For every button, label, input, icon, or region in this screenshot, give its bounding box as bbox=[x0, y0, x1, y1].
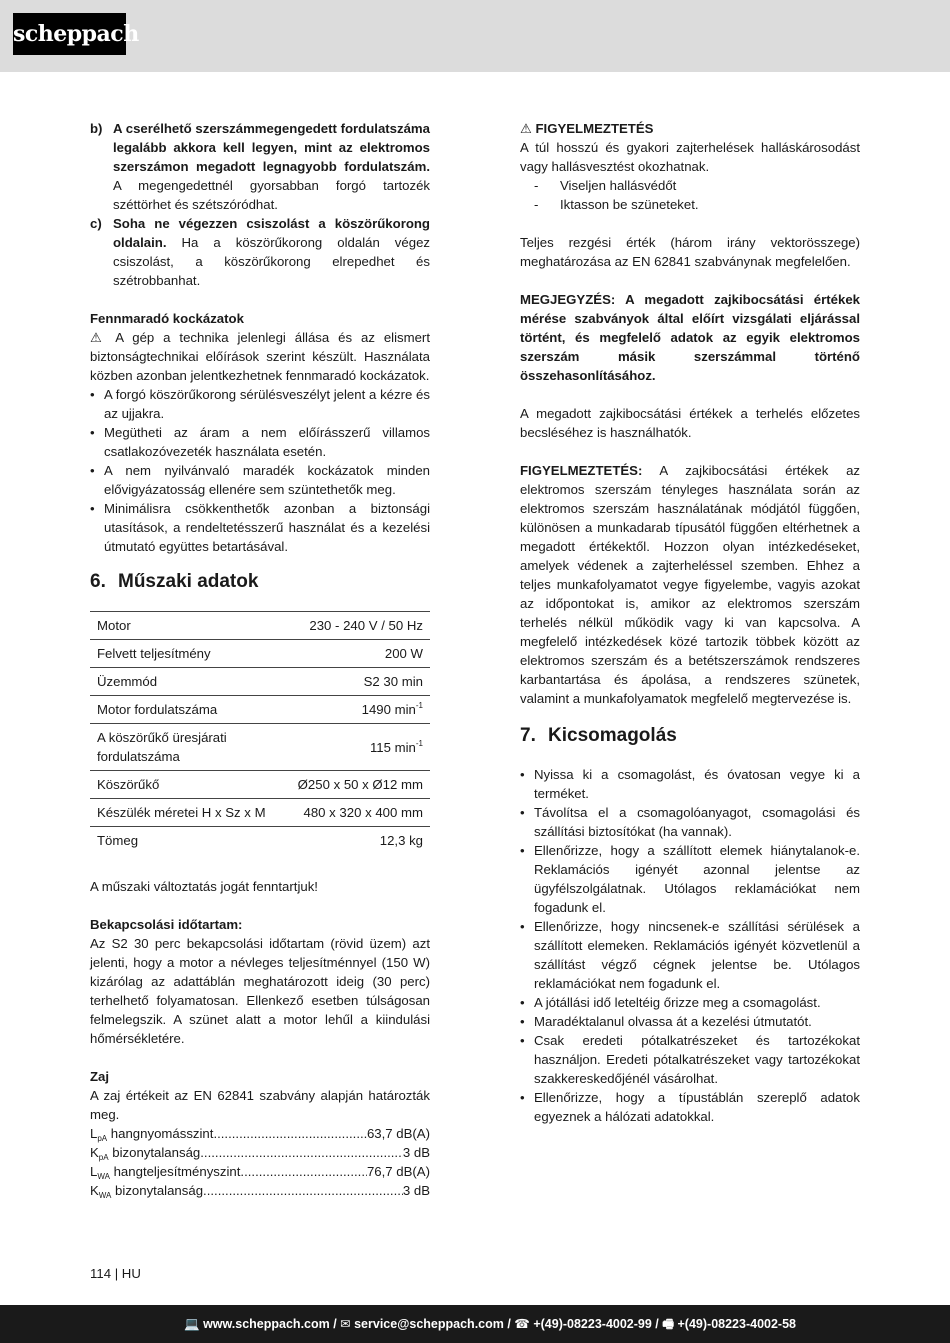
noise-row: $L_{WA}$ hangteljesítményszint ..... 76,7 dB(A) bbox=[90, 1162, 430, 1181]
page-number: 114 | HU bbox=[90, 1266, 141, 1281]
residual-risks-intro: ⚠ A gép a technika jelenlegi állása és az elismert biztonságtechnikai előírások szerint készült. Használata közben azonban jelentkezhetnek fennmaradó kockázatok. bbox=[90, 330, 430, 383]
list-item: • Ellenőrizze, hogy a szállított elemek hiánytalanok-e. Reklamációs igényét azonnal jelentse az ügyfélszolgálatnak. Utólagos reklamációkat nem fogadunk el. bbox=[520, 843, 860, 915]
warning-2: FIGYELMEZTETÉS: A zajkibocsátási értékek az elektromos szerszám tényleges használata során az elektromos szerszám használatának módjától függően, különösen a munkadarab típusától függően eltérhetnek a megadott értékektől. Hozzon olyan intézkedéseket, amelyek védenek a zajterheléssel szemben. Ehhez a teljes munkafolyamatot vegye figyelembe, vagyis azokat az időpontokat is, amikor az elektromos szerszám terhelés nélkül működik vagy ki van kapcsolva. A megfelelő intézkedések közé tartozik többek között az elektromos szerszám és a betétszerszámok rendszeres karbantartása és ápolása, a rendszeres szünetek, valamint a munkafolyamatok megfelelő megtervezése is. bbox=[520, 463, 860, 706]
list-item: - Viseljen hallásvédőt bbox=[534, 178, 677, 193]
table-row: Motor fordulatszáma 1490 $\min^{-1}$ bbox=[90, 696, 430, 724]
noise-title: Zaj bbox=[90, 1069, 110, 1084]
residual-risks-list bbox=[90, 385, 430, 556]
note-bold: MEGJEGYZÉS: A megadott zajkibocsátási értékek mérése szabványok által előírt vizsgálati eljárással történt, és megfelelő adatok az egyik elektromos szerszám másik szerszámmal történő összehasonlításához. bbox=[520, 292, 860, 383]
table-row: Készülék méretei H x Sz x M 480 x 320 x 400 mm bbox=[90, 799, 430, 827]
section-6-heading: 6. Műszaki adatok bbox=[90, 571, 259, 592]
warning-title: ⚠ FIGYELMEZTETÉS bbox=[520, 121, 654, 136]
header-bar bbox=[0, 0, 950, 72]
list-item: • Távolítsa el a csomagolóanyagot, csomagolási és szállítási biztosítókat (ha vannak). bbox=[520, 805, 860, 839]
footer-bar bbox=[0, 1305, 950, 1343]
noise-values bbox=[90, 1124, 430, 1200]
list-item: - Iktasson be szüneteket. bbox=[534, 197, 699, 212]
table-row: Motor 230 - 240 V / 50 Hz bbox=[90, 612, 430, 640]
noise-row: $K_{pA}$ bizonytalanság ..... 3 dB bbox=[90, 1143, 430, 1162]
warning-list bbox=[520, 176, 860, 214]
list-item: • Minimálisra csökkenthetők azonban a biztonsági utasítások, a rendeltetésszerű használat és a kezelési útmutató együttes betartásával. bbox=[90, 501, 430, 554]
item-b-text: A megengedettnél gyorsabban forgó tartozék széttörhet és szétszóródhat. bbox=[113, 178, 430, 212]
item-b-label: b) bbox=[90, 121, 103, 136]
noise-text: A zaj értékeit az EN 62841 szabvány alapján határozták meg. bbox=[90, 1088, 430, 1122]
unpack-list bbox=[520, 765, 860, 1126]
scheppach-logo: scheppach bbox=[13, 13, 126, 55]
item-b-bold: A cserélhető szerszámmegengedett fordulatszáma legalább akkora kell legyen, mint az elektromos szerszámon megadott legnagyobb fordulatszám. bbox=[113, 121, 430, 174]
item-c-label: c) bbox=[90, 216, 102, 231]
table-row: Tömeg 12,3 kg bbox=[97, 833, 423, 848]
noise-row: $K_{WA}$ bizonytalanság ..... 3 dB bbox=[90, 1181, 430, 1200]
item-c-text: Ha a köszörűkorong oldalán végez csiszolást, a köszörűkorong elrepedhet és szétrobbanhat. bbox=[113, 235, 430, 288]
table-row: Üzemmód S2 30 min bbox=[90, 668, 430, 696]
right-column bbox=[520, 119, 860, 1126]
list-item: • A forgó köszörűkorong sérülésveszélyt jelent a kézre és az ujjakra. bbox=[90, 387, 430, 421]
list-item: • A nem nyilvánvaló maradék kockázatok minden elővigyázatosság ellenére sem szüntethetők meg. bbox=[90, 463, 430, 497]
table-row: Felvett teljesítmény 200 W bbox=[90, 640, 430, 668]
warning-text: A túl hosszú és gyakori zajterhelések halláskárosodást vagy hallásvesztést okozhatnak. bbox=[520, 140, 860, 174]
section-7-heading: 7. Kicsomagolás bbox=[520, 725, 677, 746]
left-column bbox=[90, 119, 430, 1200]
noise-row: $L_{pA}$ hangnyomásszint ..... 63,7 dB(A) bbox=[90, 1124, 430, 1143]
item-c bbox=[90, 214, 430, 290]
tech-change-note: A műszaki változtatás jogát fenntartjuk! bbox=[90, 879, 318, 894]
list-item: • Nyissa ki a csomagolást, és óvatosan vegye ki a terméket. bbox=[520, 767, 860, 801]
item-c-bold: Soha ne végezzen csiszolást a köszörűkorong oldalain. bbox=[113, 216, 430, 250]
tech-data-table bbox=[90, 611, 430, 854]
residual-risks-title: Fennmaradó kockázatok bbox=[90, 311, 244, 326]
vibration-text: Teljes rezgési érték (három irány vektorösszege) meghatározása az EN 62841 szabványnak megfelelően. bbox=[520, 235, 860, 269]
list-item: • Megütheti az áram a nem előírásszerű villamos csatlakozóvezeték használata esetén. bbox=[90, 425, 430, 459]
estimate-text: A megadott zajkibocsátási értékek a terhelés előzetes becsléséhez is használhatók. bbox=[520, 406, 860, 440]
list-item: • Ellenőrizze, hogy a típustáblán szereplő adatok egyeznek a hálózati adatokkal. bbox=[520, 1090, 860, 1124]
list-item: • Csak eredeti pótalkatrészeket és tartozékokat használjon. Eredeti pótalkatrészeket vagy tartozékokat szakkereskedőjénél vásárolhat. bbox=[520, 1033, 860, 1086]
list-item: • A jótállási idő leteltéig őrizze meg a csomagolást. bbox=[520, 995, 821, 1010]
duty-cycle-text: Az S2 30 perc bekapcsolási időtartam (rövid üzem) azt jelenti, hogy a motor a névleges teljesítménnyel (150 W) kizárólag az adattáblán meghatározott ideig (30 perc) terhelhető folyamatosan. Ellenkező esetben túlságosan felmelegszik. A szünet alatt a motor lehűl a kiindulási hőmérsékletére. bbox=[90, 936, 430, 1046]
footer-contact: 💻 www.scheppach.com / ✉ service@scheppach.com / ☎ +(49)-08223-4002-99 / 🖷 +(49)-08223-4002-58 bbox=[184, 1317, 796, 1331]
list-item: • Ellenőrizze, hogy nincsenek-e szállítási sérülések a szállított elemeken. Reklamációs igényét közvetlenül a szállítást végző cégnek jelentse be. Utólagos reklamációkat nem fogadunk el. bbox=[520, 919, 860, 991]
list-item: • Maradéktalanul olvassa át a kezelési útmutatót. bbox=[520, 1014, 812, 1029]
table-row: Köszörűkő Ø250 x 50 x Ø12 mm bbox=[90, 771, 430, 799]
item-b bbox=[90, 119, 430, 214]
table-row: A köszörűkő üresjárati fordulatszáma 115 $\min^{-1}$ bbox=[90, 724, 430, 771]
duty-cycle-title: Bekapcsolási időtartam: bbox=[90, 917, 243, 932]
